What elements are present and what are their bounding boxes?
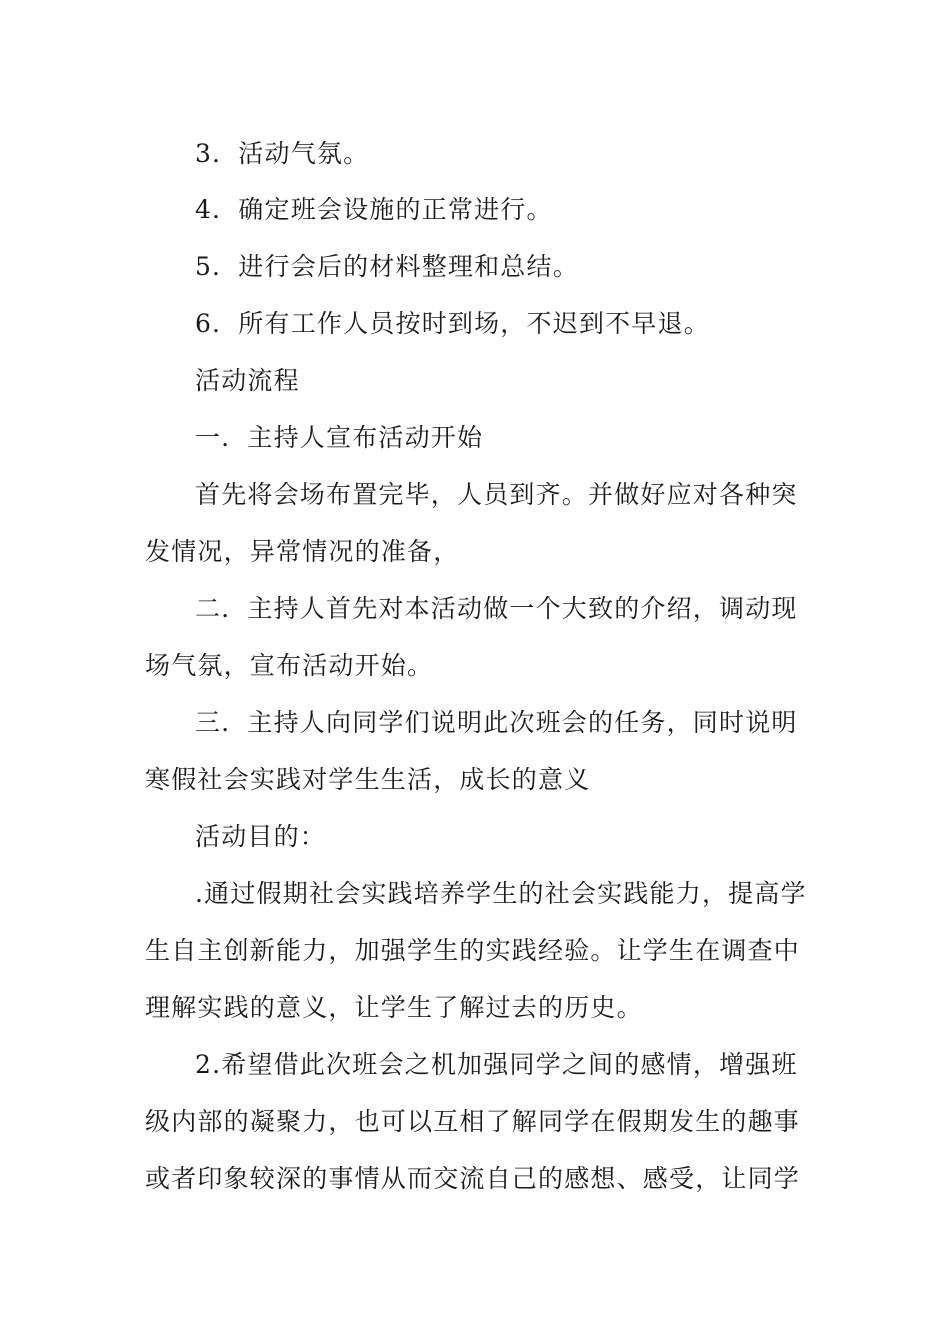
paragraph-line: 级内部的凝聚力，也可以互相了解同学在假期发生的趣事 — [145, 1107, 801, 1136]
paragraph-line: 理解实践的意义，让学生了解过去的历史。 — [145, 993, 643, 1022]
step-heading-one: 一．主持人宣布活动开始 — [195, 423, 484, 452]
text-line-item-4: 4．确定班会设施的正常进行。 — [195, 195, 553, 224]
paragraph-line: 生自主创新能力，加强学生的实践经验。让学生在调查中 — [145, 936, 801, 965]
section-heading-activity-flow: 活动流程 — [195, 366, 300, 395]
paragraph-line: 2.希望借此次班会之机加强同学之间的感情，增强班 — [195, 1050, 798, 1079]
paragraph-line: .通过假期社会实践培养学生的社会实践能力，提高学 — [195, 879, 807, 908]
paragraph-line: 发情况，异常情况的准备， — [145, 537, 460, 566]
section-heading-activity-goal: 活动目的： — [195, 822, 327, 851]
paragraph-line: 二．主持人首先对本活动做一个大致的介绍，调动现 — [195, 594, 798, 623]
paragraph-line: 或者印象较深的事情从而交流自己的感想、感受，让同学 — [145, 1164, 801, 1193]
text-line-item-3: 3．活动气氛。 — [195, 139, 370, 168]
paragraph-line: 首先将会场布置完毕，人员到齐。并做好应对各种突 — [195, 480, 798, 509]
paragraph-line: 场气氛，宣布活动开始。 — [145, 651, 434, 680]
paragraph-line: 三．主持人向同学们说明此次班会的任务，同时说明 — [195, 708, 798, 737]
paragraph-line: 寒假社会实践对学生生活，成长的意义 — [145, 765, 591, 794]
text-line-item-6: 6．所有工作人员按时到场，不迟到不早退。 — [195, 309, 710, 338]
text-line-item-5: 5．进行会后的材料整理和总结。 — [195, 252, 579, 281]
